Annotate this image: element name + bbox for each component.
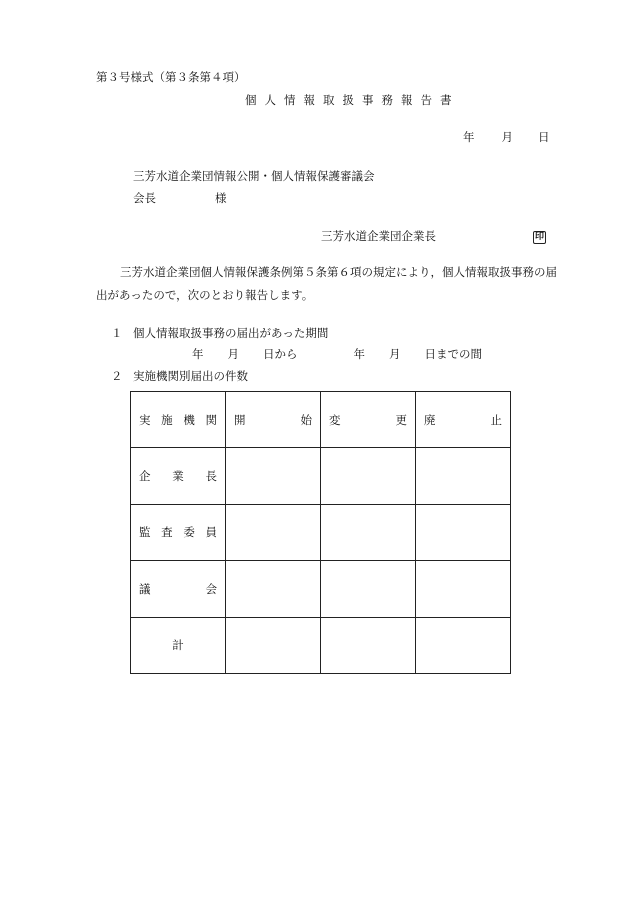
cell-start[interactable] xyxy=(226,617,321,673)
row-label-text-char: 業 xyxy=(172,469,184,484)
header-start xyxy=(226,392,321,448)
header-text-char: 更 xyxy=(395,412,407,427)
cell-start[interactable] xyxy=(226,504,321,560)
section2-number: ２ xyxy=(111,369,123,383)
cell-abolish[interactable] xyxy=(416,504,511,560)
cell-start[interactable] xyxy=(226,561,321,617)
section1-heading: 個人情報取扱事務の届出があった期間 xyxy=(133,326,329,340)
table-header-row xyxy=(131,392,511,448)
header-agency xyxy=(131,392,226,448)
header-text xyxy=(424,412,502,428)
header-text xyxy=(139,412,217,428)
row-label-text-char: 会 xyxy=(205,581,217,596)
row-label xyxy=(131,504,226,560)
header-text xyxy=(329,412,407,428)
date-month: 月 xyxy=(501,130,513,144)
date-line xyxy=(463,132,550,144)
row-label-text xyxy=(139,524,217,540)
sender-name: 三芳水道企業団企業長 xyxy=(321,229,436,243)
row-label xyxy=(131,448,226,504)
header-text-char: 始 xyxy=(300,412,312,427)
header-text-char: 変 xyxy=(329,412,341,427)
row-label-text-char: 監 xyxy=(139,525,151,540)
row-label-text-char: 議 xyxy=(139,581,151,596)
table-row xyxy=(131,504,511,560)
cell-change[interactable] xyxy=(321,448,416,504)
date-year: 年 xyxy=(463,130,475,144)
table-row xyxy=(131,617,511,673)
cell-start[interactable] xyxy=(226,448,321,504)
addressee-organization: 三芳水道企業団情報公開・個人情報保護審議会 xyxy=(133,169,375,183)
cell-abolish[interactable] xyxy=(416,561,511,617)
body-text-line1: 三芳水道企業団個人情報保護条例第５条第６項の規定により，個人情報取扱事務の届 xyxy=(120,265,557,279)
row-label-text xyxy=(139,468,217,484)
row-label-text-char: 委 xyxy=(183,525,195,540)
period-day-from: 日から xyxy=(263,347,298,361)
cell-abolish[interactable] xyxy=(416,617,511,673)
period-year-from: 年 xyxy=(192,347,204,361)
seal-icon: 印 xyxy=(534,232,544,242)
row-label-text-char: 査 xyxy=(161,525,173,540)
header-text-char: 開 xyxy=(234,412,246,427)
section1-period xyxy=(192,349,482,361)
sender-seal xyxy=(533,230,546,244)
row-label: 計 xyxy=(131,617,226,673)
date-day: 日 xyxy=(538,130,550,144)
cell-change[interactable] xyxy=(321,504,416,560)
addressee-position: 会長 xyxy=(133,191,156,205)
row-label-text-char: 長 xyxy=(205,469,217,484)
header-text-char: 施 xyxy=(161,412,173,427)
row-label-text-char: 員 xyxy=(205,525,217,540)
header-abolish xyxy=(416,392,511,448)
header-text-char: 機 xyxy=(183,412,195,427)
table-row xyxy=(131,448,511,504)
table-row xyxy=(131,561,511,617)
period-month-from: 月 xyxy=(227,347,239,361)
header-text-char: 廃 xyxy=(424,412,436,427)
section2-heading: 実施機関別届出の件数 xyxy=(133,369,248,383)
body-text-line2: 出があったので，次のとおり報告します。 xyxy=(96,288,314,302)
row-label xyxy=(131,561,226,617)
header-text-char: 止 xyxy=(490,412,502,427)
report-table xyxy=(130,391,511,674)
row-label-text xyxy=(139,581,217,597)
cell-abolish[interactable] xyxy=(416,448,511,504)
period-year-to: 年 xyxy=(353,347,365,361)
addressee-honorific: 様 xyxy=(215,191,227,205)
period-month-to: 月 xyxy=(389,347,401,361)
period-day-to: 日までの間 xyxy=(424,347,482,361)
cell-change[interactable] xyxy=(321,617,416,673)
row-label-text-char: 企 xyxy=(139,469,151,484)
section1-number: １ xyxy=(111,326,123,340)
header-text xyxy=(234,412,312,428)
header-change xyxy=(321,392,416,448)
header-text-char: 実 xyxy=(139,412,151,427)
form-number: 第３号様式（第３条第４項） xyxy=(96,70,246,84)
document-title: 個人情報取扱事務報告書 xyxy=(245,93,460,107)
cell-change[interactable] xyxy=(321,561,416,617)
header-text-char: 関 xyxy=(205,412,217,427)
